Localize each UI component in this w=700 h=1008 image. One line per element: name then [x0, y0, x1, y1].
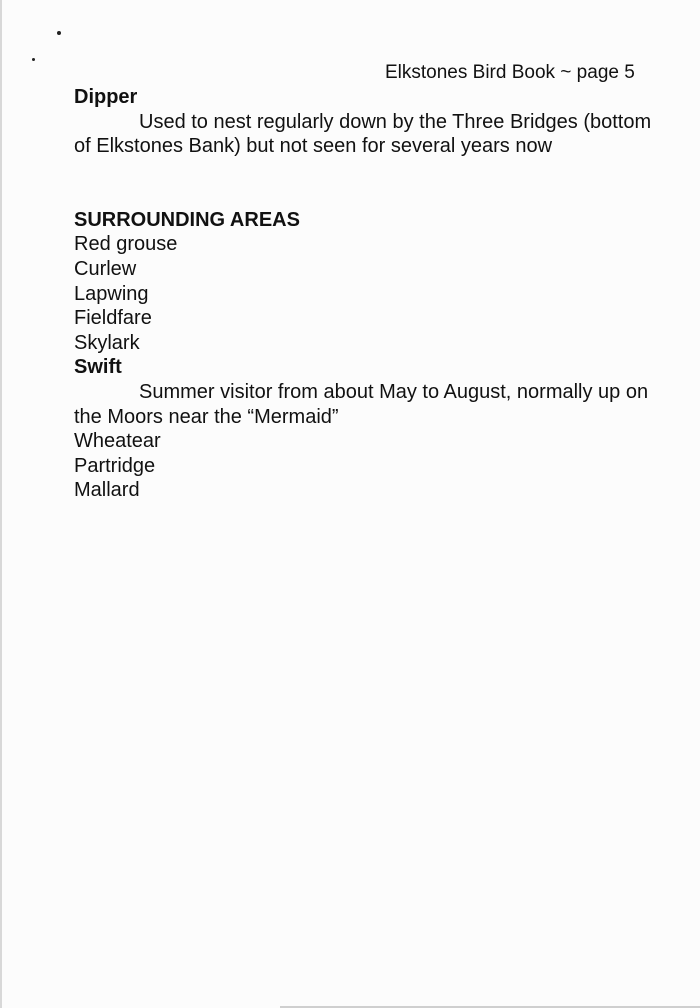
bird-list-item: Lapwing	[74, 282, 149, 305]
page-content	[74, 85, 659, 503]
scan-speck	[32, 58, 35, 61]
bird-list-item: Fieldfare	[74, 307, 152, 330]
species-heading-swift: Swift	[74, 356, 122, 379]
bird-list-item: Red grouse	[74, 233, 178, 256]
bird-list-item: Skylark	[74, 331, 140, 354]
scan-speck	[57, 31, 61, 35]
species-note-dipper: Used to nest regularly down by the Three Bridges (bottom of Elkstones Bank) but not seen for several years now	[74, 110, 652, 158]
species-heading-dipper: Dipper	[74, 86, 138, 108]
species-note-swift: Summer visitor from about May to August, normally up on the Moors near the “Mermaid”	[74, 380, 649, 428]
bird-list-item: Wheatear	[74, 430, 161, 453]
running-header: Elkstones Bird Book ~ page 5	[385, 62, 635, 83]
bird-list-item: Partridge	[74, 454, 156, 477]
bird-list-item: Mallard	[74, 479, 140, 502]
bird-list-item: Curlew	[74, 257, 137, 280]
scan-page-edge-left	[0, 0, 2, 1008]
section-heading-surrounding-areas: SURROUNDING AREAS	[74, 208, 300, 231]
